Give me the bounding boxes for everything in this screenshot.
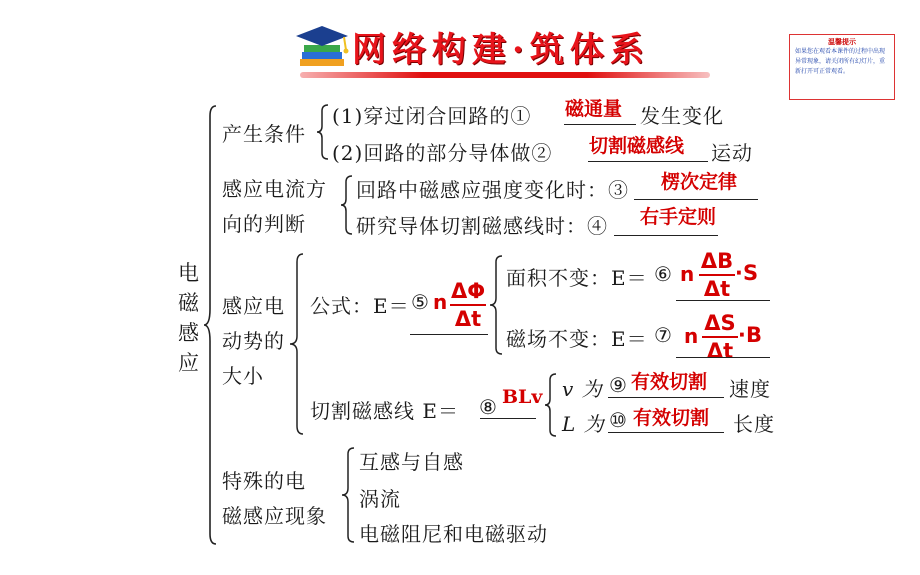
b3-v-num: ⑨ — [609, 373, 628, 397]
b1-line1 — [332, 100, 531, 129]
b3-case2-tail: ⋅B — [738, 323, 762, 347]
b3-case2-underline — [676, 357, 770, 358]
b3-case2-numerator: ΔS — [704, 311, 736, 335]
root-brace — [202, 104, 220, 546]
b3-v-fill: 有效切割 — [631, 371, 708, 393]
b3-formula-n: n — [433, 290, 448, 314]
b1-line2 — [332, 137, 552, 166]
b1-line1-fill: 磁通量 — [565, 98, 623, 120]
b3-case2-num: ⑦ — [654, 323, 673, 347]
b1-line2-fill: 切割磁感线 — [589, 135, 685, 157]
b3-case1-tail: ⋅S — [735, 261, 759, 285]
b2-line1-fill: 楞次定律 — [661, 171, 738, 193]
b3-formula-denominator: Δt — [454, 307, 482, 331]
b3-cut-pre: 切割磁感线 E＝ — [310, 399, 459, 423]
b3-case1-underline — [676, 300, 770, 301]
root-label: 电磁感应 — [178, 261, 200, 375]
b1-line2-post: 运动 — [711, 141, 753, 165]
b3-case1-fraction — [699, 249, 735, 301]
b3-l-fill: 有效切割 — [633, 407, 710, 429]
fraction-bar — [699, 274, 735, 276]
tip-box — [789, 34, 895, 100]
b3-case2-n: n — [684, 324, 699, 348]
b2-line2-underline — [614, 235, 718, 236]
b2-line2-pre: 研究导体切割磁感线时： — [356, 214, 587, 238]
b4-item3: 电磁阻尼和电磁驱动 — [359, 522, 548, 546]
b1-line1-underline — [564, 124, 636, 125]
b3-formula-fraction — [450, 279, 486, 331]
fraction-bar — [450, 304, 486, 306]
b4-brace — [340, 446, 356, 544]
b3-cut-num: ⑧ — [479, 395, 498, 419]
b1-line2-underline — [588, 161, 708, 162]
b3-case2-denominator: Δt — [706, 339, 734, 363]
b3-case1-pre: 面积不变：E＝ — [506, 266, 648, 290]
b2-line1-num: ③ — [608, 178, 629, 202]
b2-line1-underline — [634, 199, 758, 200]
b3-formula-underline — [410, 334, 488, 335]
b3-formula-num: ⑤ — [411, 290, 430, 314]
b1-line2-pre: (2)回路的部分导体做 — [332, 141, 532, 165]
b3-label-3: 大小 — [222, 364, 264, 388]
b3-case1-num: ⑥ — [654, 262, 673, 286]
b3-case1-numerator: ΔB — [700, 249, 734, 273]
b1-line2-num: ② — [531, 141, 553, 165]
b3-v-underline — [608, 397, 724, 398]
fraction-bar — [702, 336, 738, 338]
tip-title: 温馨提示 — [828, 38, 856, 46]
graduation-cap-icon — [296, 22, 354, 72]
b2-label-2: 向的判断 — [222, 212, 306, 236]
b3-cut-underline — [480, 418, 536, 419]
b3-formula-numerator: ΔΦ — [450, 279, 486, 303]
b3-case1-n: n — [680, 262, 695, 286]
b1-brace — [316, 103, 330, 161]
b1-line1-pre: (1)穿过闭合回路的 — [332, 104, 511, 128]
b4-item2: 涡流 — [359, 487, 401, 511]
title-underline — [300, 72, 710, 78]
b3-case1-denominator: Δt — [703, 277, 731, 301]
b1-label: 产生条件 — [222, 122, 306, 146]
b3-label-1: 感应电 — [222, 294, 285, 318]
b4-item1: 互感与自感 — [359, 450, 464, 474]
b3-l-post: 长度 — [733, 412, 775, 436]
b3-cut-brace — [544, 372, 558, 438]
b2-line2-num: ④ — [587, 214, 608, 238]
b2-label-1: 感应电流方 — [222, 177, 327, 201]
b3-case2-fraction — [702, 311, 738, 363]
b3-v-pre: v 为 — [562, 377, 603, 401]
b3-v-post: 速度 — [729, 377, 771, 401]
b4-label-2: 磁感应现象 — [222, 504, 327, 528]
b3-cut-fill: BLv — [502, 386, 543, 408]
b3-formula-brace — [488, 254, 504, 356]
b1-line1-num: ① — [510, 104, 532, 128]
page-title: 网络构建·筑体系 — [352, 30, 650, 70]
b3-formula-pre: 公式：E＝ — [310, 294, 410, 318]
b3-l-underline — [608, 432, 724, 433]
b3-l-pre: L 为 — [562, 412, 605, 436]
b2-line2-fill: 右手定则 — [640, 206, 717, 228]
b2-line1 — [356, 174, 629, 203]
b3-label-2: 动势的 — [222, 329, 285, 353]
b2-line1-pre: 回路中磁感应强度变化时： — [356, 178, 608, 202]
tip-body: 如果您在观看本课件的过程中出现异常现象，请关闭所有幻灯片，重新打开可正常观看。 — [795, 48, 886, 75]
b3-brace — [288, 252, 306, 436]
b1-line1-post: 发生变化 — [640, 104, 724, 128]
b4-label-1: 特殊的电 — [222, 469, 306, 493]
b2-brace — [340, 174, 354, 236]
b2-line2 — [356, 210, 608, 239]
b3-l-num: ⑩ — [609, 408, 628, 432]
b3-case2-pre: 磁场不变：E＝ — [506, 327, 648, 351]
